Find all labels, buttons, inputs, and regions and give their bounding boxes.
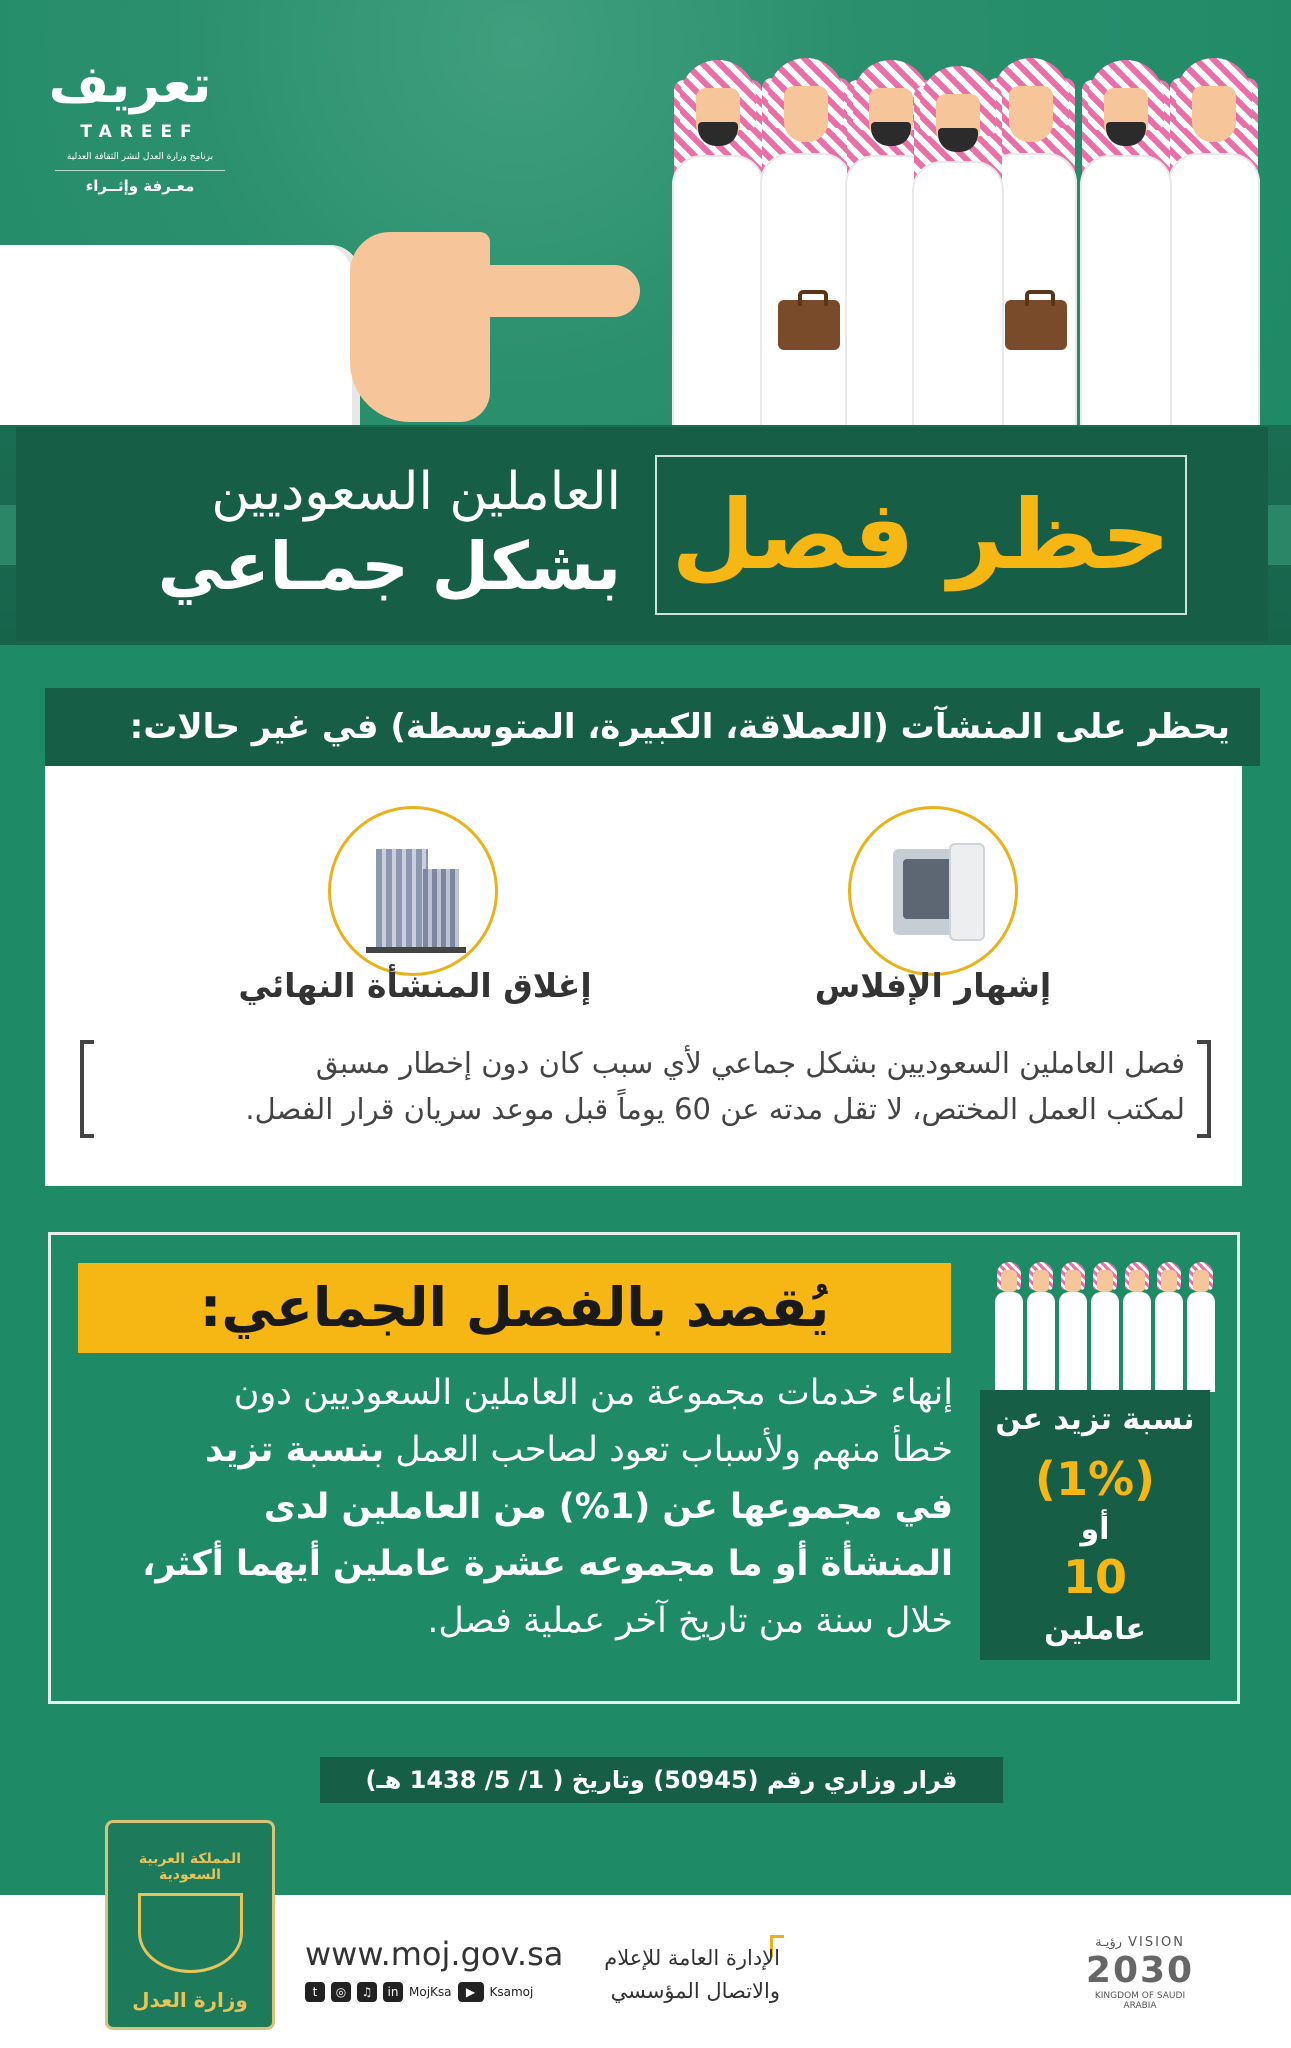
department-name bbox=[560, 1942, 780, 2008]
scales-icon bbox=[138, 1893, 243, 1973]
case-closure-label: إغلاق المنشأة النهائي bbox=[238, 966, 592, 1005]
tareef-logo-subtitle: برنامج وزارة العدل لنشر الثقافة العدلية bbox=[66, 152, 214, 162]
stats-label-top: نسبة تزيد عن bbox=[995, 1402, 1195, 1437]
youtube-icon[interactable]: ▶ bbox=[458, 1982, 484, 2002]
employee-figure bbox=[1168, 58, 1260, 425]
vision-2030-logo bbox=[1080, 1935, 1200, 2011]
sleeve-illustration bbox=[0, 245, 360, 425]
employee-figure bbox=[1080, 60, 1172, 425]
hand-illustration bbox=[350, 232, 490, 422]
snapchat-icon[interactable]: ♫ bbox=[357, 1982, 377, 2002]
definition-line3: في مجموعها عن (1%) من العاملين لدى bbox=[263, 1487, 953, 1527]
mini-employee-figure bbox=[1155, 1262, 1183, 1392]
website-link[interactable]: www.moj.gov.sa bbox=[305, 1935, 564, 1973]
stats-or: أو bbox=[1080, 1512, 1110, 1547]
stats-box bbox=[980, 1390, 1210, 1660]
stats-percent: (1%) bbox=[1034, 1452, 1156, 1506]
mini-employee-figure bbox=[1123, 1262, 1151, 1392]
employee-figure bbox=[672, 60, 764, 425]
stats-label-bottom: عاملين bbox=[1044, 1612, 1146, 1647]
briefcase-icon bbox=[778, 300, 840, 350]
definition-line2-text: خطأ منهم ولأسباب تعود لصاحب العمل bbox=[384, 1430, 953, 1470]
vision-year: 2030 bbox=[1085, 1950, 1195, 1991]
vision-label: VISION رؤيـة bbox=[1095, 1935, 1185, 1950]
briefcase-icon bbox=[1005, 300, 1067, 350]
title-main: حظر فصل bbox=[671, 479, 1171, 591]
definition-line2-bold: بنسبة تزيد bbox=[205, 1430, 385, 1470]
ministry-emblem bbox=[105, 1820, 275, 2030]
decree-reference: قرار وزاري رقم (50945) وتاريخ ( 1/ 5/ 1438 هـ) bbox=[320, 1757, 1003, 1803]
twitter-icon[interactable]: t bbox=[305, 1982, 325, 2002]
safe-icon-circle bbox=[848, 806, 1018, 976]
definition-title: يُقصد بالفصل الجماعي: bbox=[78, 1263, 951, 1353]
building-tower-icon bbox=[423, 869, 459, 949]
logo-divider bbox=[55, 170, 225, 171]
definition-text bbox=[78, 1365, 953, 1650]
safe-door-icon bbox=[951, 845, 983, 939]
vision-kingdom: KINGDOM OF SAUDI ARABIA bbox=[1094, 1991, 1186, 2011]
social-links bbox=[305, 1982, 533, 2002]
instagram-icon[interactable]: ◎ bbox=[331, 1982, 351, 2002]
definition-line5: خلال سنة من تاريخ آخر عملية فصل. bbox=[427, 1601, 953, 1641]
linkedin-icon[interactable]: in bbox=[383, 1982, 403, 2002]
department-line2: والاتصال المؤسسي bbox=[610, 1979, 780, 2003]
employee-figure bbox=[760, 58, 852, 425]
conditions-note bbox=[85, 1040, 1205, 1132]
conditions-note-line2: لمكتب العمل المختص، لا تقل مدته عن 60 يوماً قبل موعد سريان قرار الفصل. bbox=[245, 1092, 1185, 1126]
tareef-logo-english: TAREEF bbox=[80, 122, 200, 142]
pointing-finger-illustration bbox=[470, 265, 640, 317]
definition-line4: المنشأة أو ما مجموعه عشرة عاملين أيهما أكثر، bbox=[142, 1544, 953, 1584]
definition-line2 bbox=[78, 1422, 953, 1479]
title-subtitle-line1: العاملين السعوديين bbox=[211, 462, 621, 522]
emblem-bottom-text: وزارة العدل bbox=[132, 1988, 248, 2012]
mini-employee-figure bbox=[1027, 1262, 1055, 1392]
mini-employee-figure bbox=[1187, 1262, 1215, 1392]
emblem-top-text: المملكة العربية السعودية bbox=[138, 1851, 242, 1883]
conditions-note-line1: فصل العاملين السعوديين بشكل جماعي لأي سبب كان دون إخطار مسبق bbox=[315, 1046, 1185, 1080]
conditions-header: يحظر على المنشآت (العملاقة، الكبيرة، المتوسطة) في غير حالات: bbox=[45, 688, 1260, 766]
building-base-icon bbox=[366, 947, 466, 953]
employee-figure bbox=[912, 66, 1004, 425]
mini-employee-figure bbox=[1059, 1262, 1087, 1392]
department-line1: الإدارة العامة للإعلام bbox=[604, 1946, 780, 1970]
tareef-logo-tagline: معـرفة وإثــراء bbox=[85, 177, 195, 195]
case-bankruptcy-label: إشهار الإفلاس bbox=[814, 966, 1052, 1005]
building-icon-circle bbox=[328, 806, 498, 976]
mini-employee-figure bbox=[995, 1262, 1023, 1392]
definition-line1: إنهاء خدمات مجموعة من العاملين السعوديين دون bbox=[233, 1373, 953, 1413]
stats-number: 10 bbox=[1062, 1550, 1127, 1604]
social-handle-1[interactable]: MojKsa bbox=[409, 1985, 452, 1999]
tareef-logo-arabic: تعريف bbox=[48, 55, 212, 115]
social-handle-2[interactable]: Ksamoj bbox=[489, 1985, 534, 1999]
title-subtitle-line2: بشكل جمـاعي bbox=[157, 528, 621, 605]
building-icon bbox=[376, 849, 428, 949]
mini-employee-figure bbox=[1091, 1262, 1119, 1392]
